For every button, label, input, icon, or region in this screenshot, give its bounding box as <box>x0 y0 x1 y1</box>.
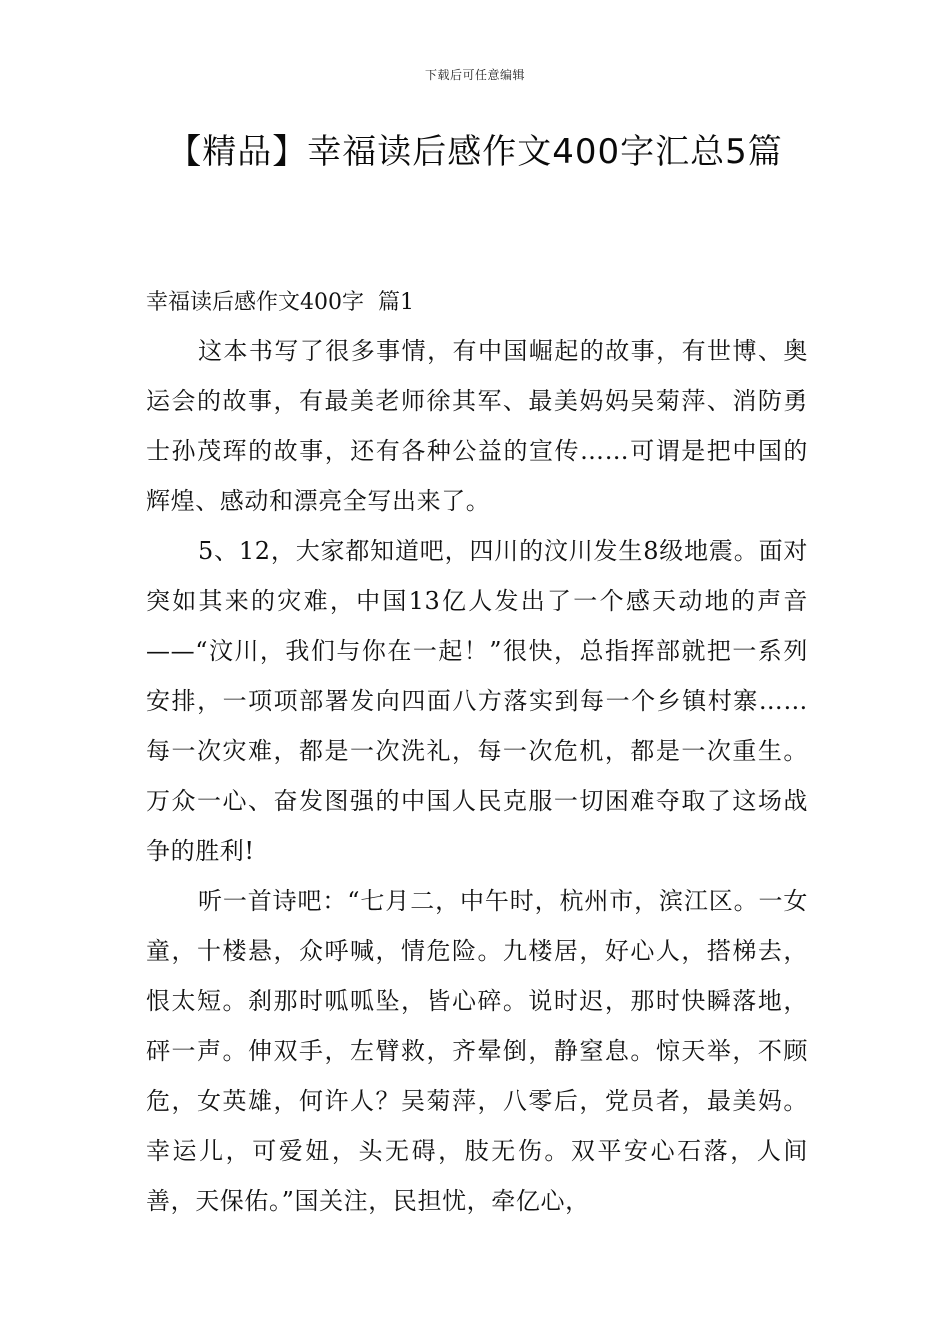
paragraph: 听一首诗吧：“七月二，中午时，杭州市，滨江区。一女童，十楼悬，众呼喊，情危险。九楼居，好心人，搭梯去，恨太短。刹那时呱呱坠，皆心碎。说时迟，那时快瞬落地，砰一声。伸双手，左臂救，齐晕倒，静窒息。惊天举，不顾危，女英雄，何许人？吴菊萍，八零后，党员者，最美妈。幸运儿，可爱妞，头无碍，肢无伤。双平安心石落，人间善，天保佑。”国关注，民担忧，牵亿心， <box>146 887 808 1215</box>
section-heading: 幸福读后感作文400字 篇1 <box>146 290 414 315</box>
paragraph: 5、12，大家都知道吧，四川的汶川发生8级地震。面对突如其来的灾难，中国13亿人发出了一个感天动地的声音——“汶川，我们与你在一起！”很快，总指挥部就把一系列安排，一项项部署发向四面八方落实到每一个乡镇村寨……每一次灾难，都是一次洗礼，每一次危机，都是一次重生。万众一心、奋发图强的中国人民克服一切困难夺取了这场战争的胜利! <box>146 537 808 865</box>
page-header-note: 下载后可任意编辑 <box>424 68 525 82</box>
section-body <box>146 326 808 1226</box>
paragraph: 这本书写了很多事情，有中国崛起的故事，有世博、奥运会的故事，有最美老师徐其军、最美妈妈吴菊萍、消防勇士孙茂珲的故事，还有各种公益的宣传……可谓是把中国的辉煌、感动和漂亮全写出来了。 <box>146 337 808 515</box>
document-title: 【精品】幸福读后感作文400字汇总5篇 <box>167 132 783 172</box>
